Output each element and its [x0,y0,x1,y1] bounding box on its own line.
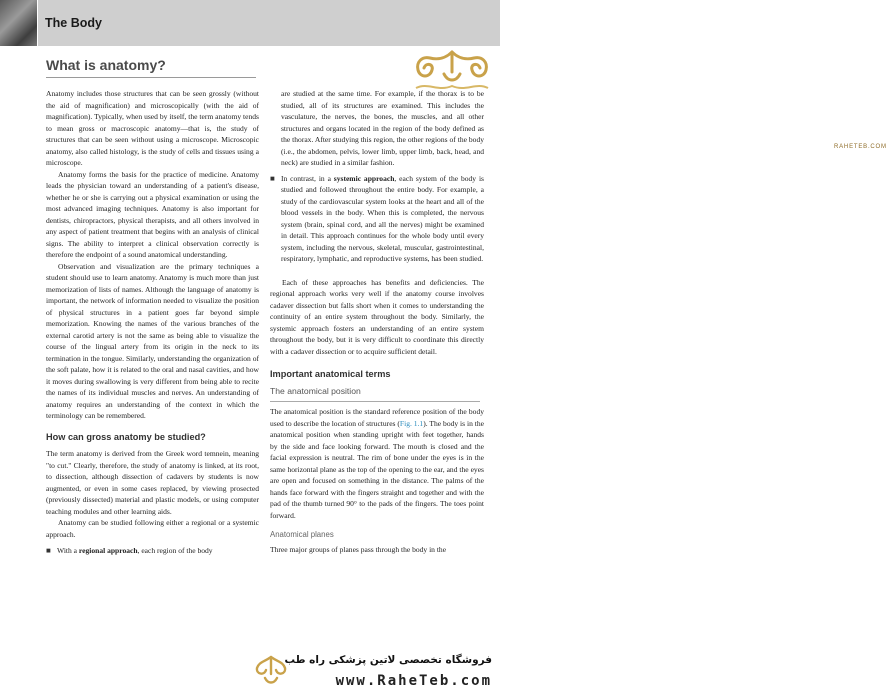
bold-term: regional approach [78,546,138,555]
bullet-item [46,545,259,557]
subsection-heading: Important anatomical terms [270,369,391,379]
raheteb-watermark [248,650,500,700]
bullet-icon: ■ [270,173,275,183]
watermark-persian-text: فروشگاه تخصصی لاتین پزشکی راه طب [284,654,492,666]
bullet-icon: ■ [46,546,51,555]
heading-divider [270,401,480,402]
header-bar [38,0,500,46]
bold-term: systemic approach [333,173,395,183]
subsection-heading: How can gross anatomy be studied? [46,431,206,442]
title-divider [46,77,256,78]
paragraph: are studied at the same time. For example, if the thorax is to be studied, all of its structures are examined. This includes the vasculature, the nerves, the bones, the muscles, and all other structures and organs located in the region of the body defined as the thorax. After studying this region, the other regions of the body (i.e., the abdomen, pelvis, lower limb, upper limb, back, head, and neck) are studied in a similar fashion. [281,89,484,167]
logo-caption: RAHETEB.COM [834,144,887,150]
watermark-logo-icon [254,654,288,688]
right-column [270,88,484,555]
bullet-item [270,173,484,265]
minor-heading: Anatomical planes [270,530,334,539]
paragraph: The anatomical position is the standard reference position of the body used to describe the location of structures (Fig. 1.1). The body is in the anatomical position when standing upright with feet together, hands by the side and face looking forward. The mouth is closed and the facial expression is neutral. The rim of bone under the eyes is in the same horizontal plane as the top of the opening to the ear, and the eyes are open and focused on something in the distance. The palms of the hands face forward with the fingers straight and together and with the pad of the thumb turned 90° to the pads of the fingers. The toes point forward. [270,407,484,520]
header-photo [0,0,37,46]
paragraph: Observation and visualization are the primary techniques a student should use to learn anatomy. Anatomy is much more than just memorization of lists of names. Although the language of anatomy is important, the network of information needed to visualize the position of physical structures in a patient goes far beyond simple memorization. Knowing the names of the various branches of the external carotid artery is not the same as being able to visualize the course of the lingual artery from its origin in the neck to its termination in the tongue. Similarly, understanding the organization of the soft palate, how it is related to the oral and nasal cavities, and how it moves during swallowing is very different from being able to recite the names of its individual muscles and nerves. An understanding of anatomy requires an understanding of the context in which the terminology can be remembered. [46,261,259,420]
bullet-text: , each system of the body is studied and followed throughout the entire body. For example, a study of the cardiovascular system looks at the heart and all of the blood vessels in the body. When this is completed, the nervous system (brain, spinal cord, and all the nerves) might be examined in detail. This approach continues for the whole body until every system, including the nervous, skeletal, muscular, gastrointestinal, respiratory, lymphatic, and reproductive systems, has been studied. [281,173,484,263]
watermark-url[interactable]: www.RaheTeb.com [335,673,492,689]
paragraph: The term anatomy is derived from the Greek word temnein, meaning "to cut." Clearly, therefore, the study of anatomy is linked, at its root, to dissection, although dissection of cadavers by students is now augmented, or even in some cases replaced, by viewing prosected (previously dissected) material and plastic models, or using computer teaching modules and other learning aids. [46,449,259,516]
paragraph: Each of these approaches has benefits and deficiencies. The regional approach works very well if the anatomy course involves cadaver dissection but falls short when it comes to understanding the continuity of an entire system throughout the body. Similarly, the systemic approach fosters an understanding of an entire system throughout the body, but it is very difficult to coordinate this directly with a cadaver dissection or to acquire sufficient detail. [270,277,484,356]
page-header [0,0,500,46]
left-column [46,88,259,557]
section-title: What is anatomy? [46,57,166,73]
bullet-text: In contrast, in a [281,173,334,183]
bullet-text: With a [57,546,79,555]
chapter-title: The Body [45,16,102,30]
paragraph: Anatomy includes those structures that can be seen grossly (without the aid of magnification) and microscopically (with the aid of magnification). Typically, when used by itself, the term anatomy tends to mean gross or macroscopic anatomy—that is, the study of structures that can be seen without using a microscope. Microscopic anatomy, also called histology, is the study of cells and tissues using a microscope. [46,89,259,167]
figure-link[interactable]: Fig. 1.1 [399,418,424,428]
paragraph: Three major groups of planes pass through the body in the [270,544,447,554]
paragraph: Anatomy forms the basis for the practice of medicine. Anatomy leads the physician toward an understanding of a patient's disease, whether he or she is carrying out a physical examination or using the most advanced imaging techniques. Anatomy is also important for dentists, chiropractors, physical therapists, and all others involved in any aspect of patient treatment that begins with an analysis of clinical signs. The ability to interpret a clinical observation correctly is therefore the endpoint of a sound anatomical understanding. [46,169,259,259]
paragraph: Anatomy can be studied following either a regional or a systemic approach. [46,518,259,539]
subsubsection-heading: The anatomical position [270,385,361,396]
bullet-text: , each region of the body [137,546,213,555]
